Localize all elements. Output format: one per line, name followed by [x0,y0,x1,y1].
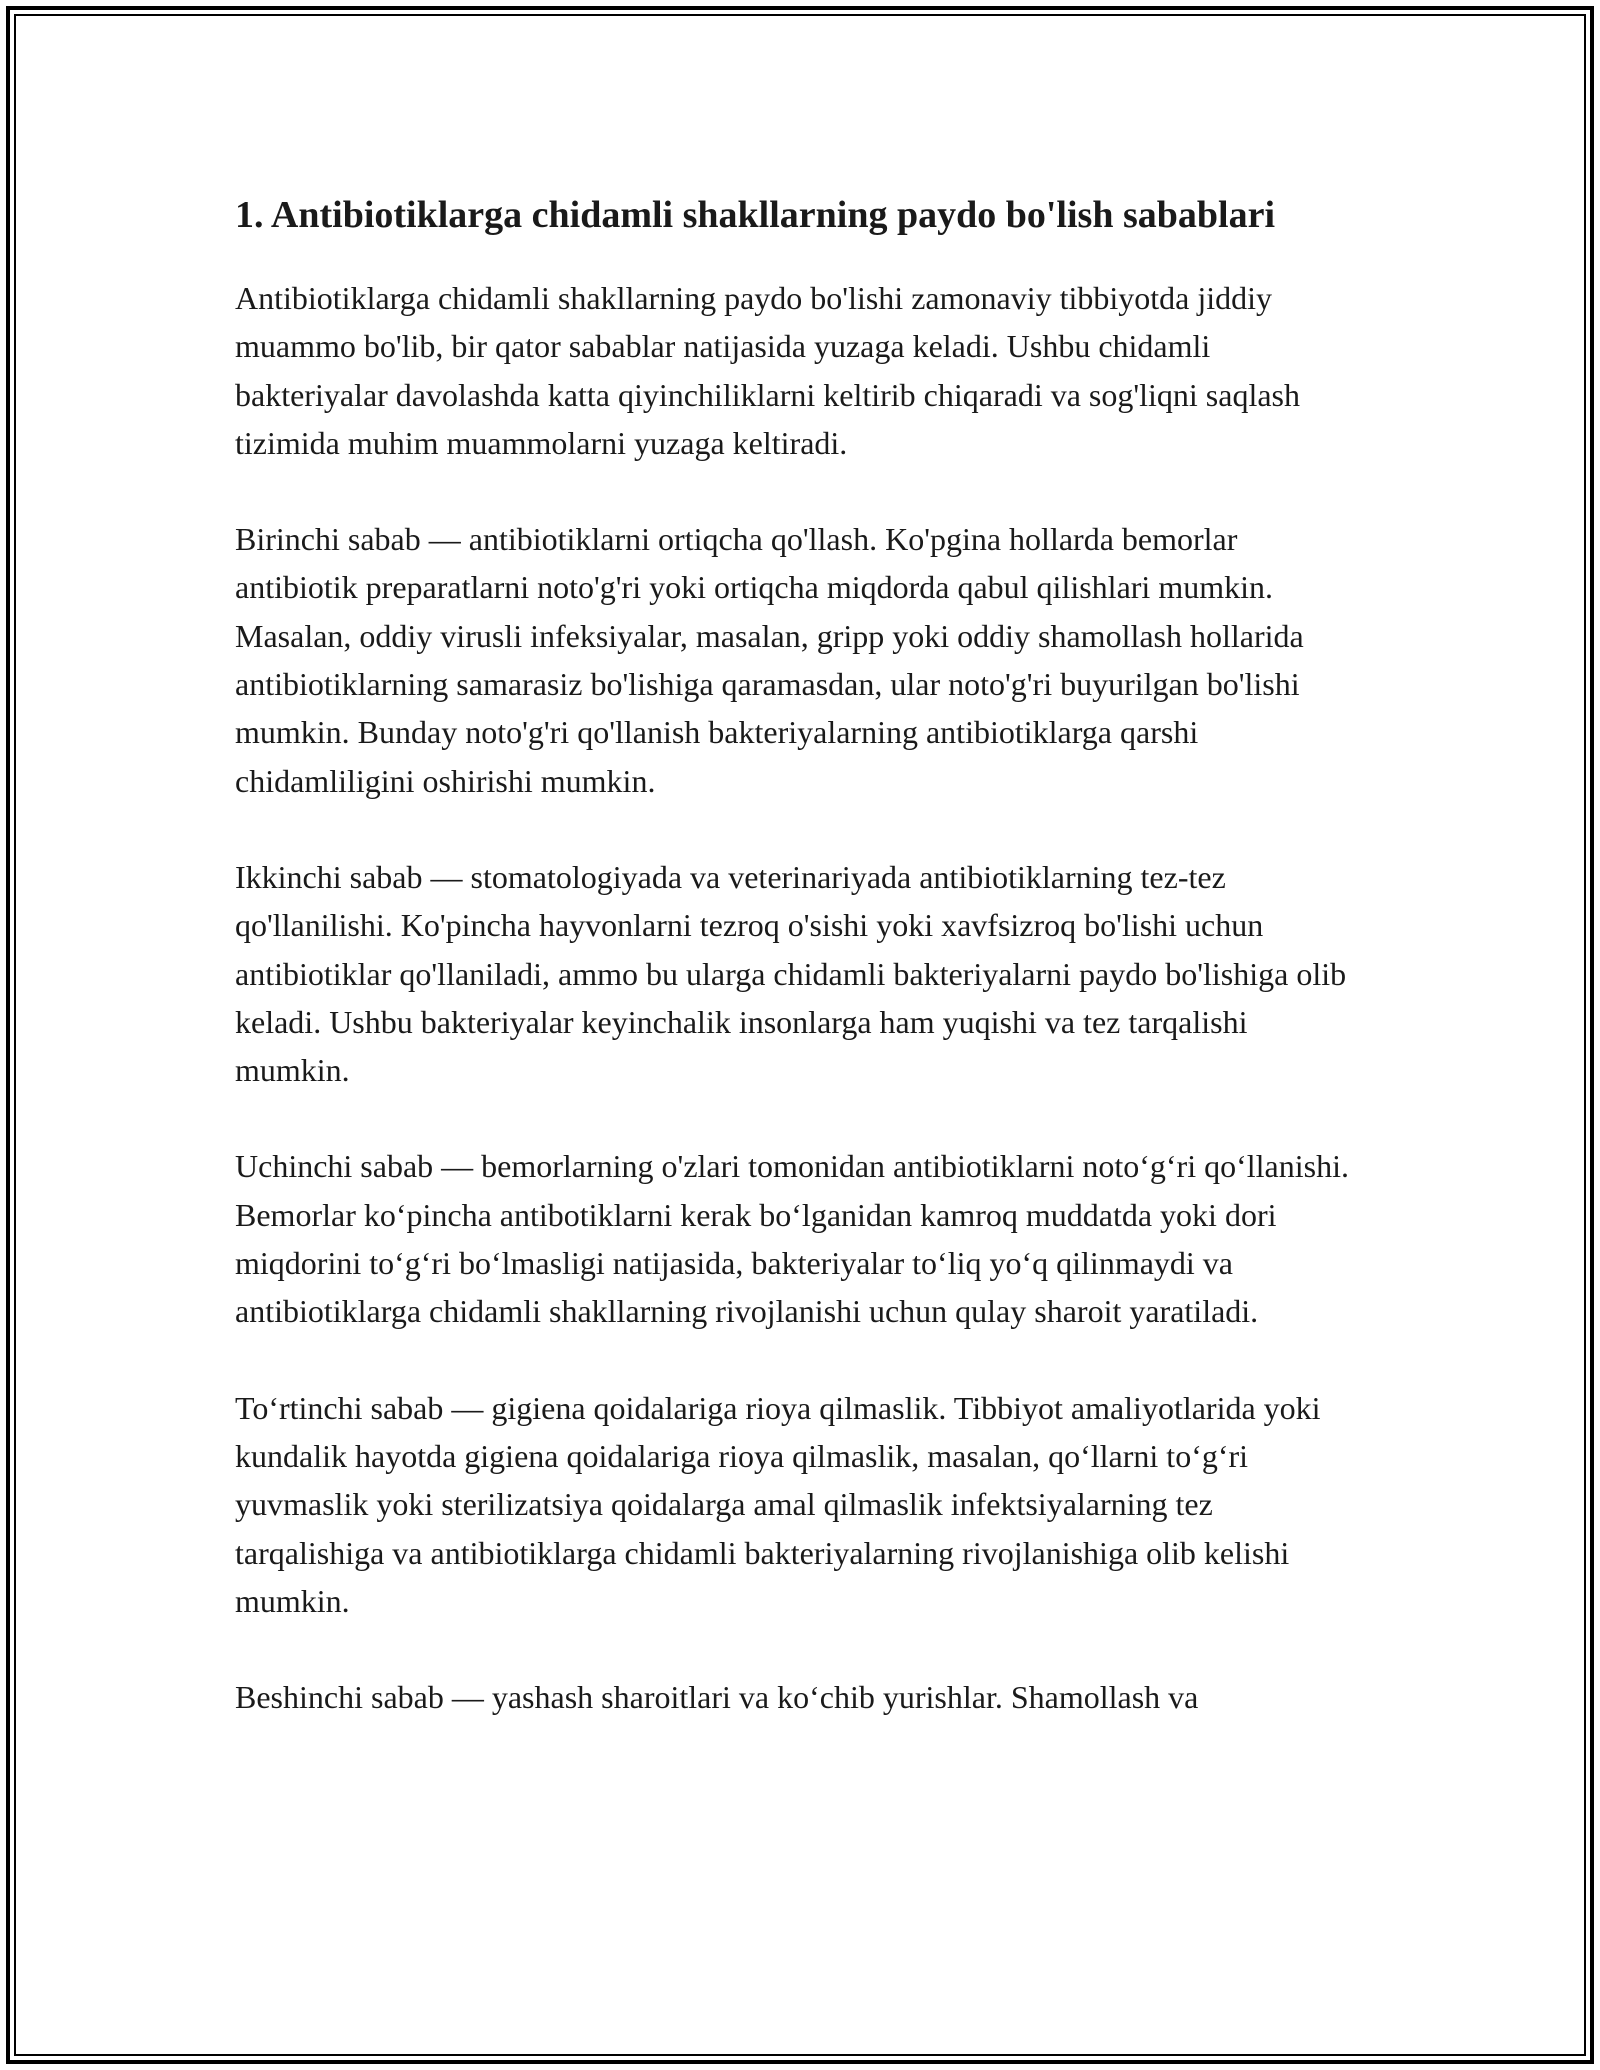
paragraph-fourth-reason: To‘rtinchi sabab — gigiena qoidalariga rioya qilmaslik. Tibbiyot amaliyotlarida yoki kundalik hayotda gigiena qoidalariga rioya qilmaslik, masalan, qo‘llarni to‘g‘ri yuvmaslik yoki sterilizatsiya qoidalarga amal qilmaslik infektsiyalarning tez tarqalishiga va antibiotiklarga chidamli bakteriyalarning rivojlanishiga olib kelishi mumkin. [235,1389,1321,1619]
paragraph-third-reason: Uchinchi sabab — bemorlarning o'zlari tomonidan antibiotiklarni noto‘g‘ri qo‘llanishi. Bemorlar ko‘pincha antibotiklarni kerak bo‘lganidan kamroq muddatda yoki dori miqdorini to‘g‘ri bo‘lmasligi natijasida, bakteriyalar to‘liq yo‘q qilinmaydi va antibiotiklarga chidamli shakllarning rivojlanishi uchun qulay sharoit yaratiladi. [235,1148,1349,1330]
paragraph-second-reason: Ikkinchi sabab — stomatologiyada va veterinariyada antibiotiklarning tez-tez qo'llanilishi. Ko'pincha hayvonlarni tezroq o'sishi yoki xavfsizroq bo'lishi uchun antibiotiklar qo'llaniladi, ammo bu ularga chidamli bakteriyalarni paydo bo'lishiga olib keladi. Ushbu bakteriyalar keyinchalik insonlarga ham yuqishi va tez tarqalishi mumkin. [235,858,1347,1089]
paragraph-first-reason: Birinchi sabab — antibiotiklarni ortiqcha qo'llash. Ko'pgina hollarda bemorlar antibiotik preparatlarni noto'g'ri yoki ortiqcha miqdorda qabul qilishlari mumkin. Masalan, oddiy virusli infeksiyalar, masalan, gripp yoki oddiy shamollash hollarida antibiotiklarning samarasiz bo'lishiga qaramasdan, ular noto'g'ri buyurilgan bo'lishi mumkin. Bunday noto'g'ri qo'llanish bakteriyalarning antibiotiklarga qarshi chidamliligini oshirishi mumkin. [235,521,1304,799]
section-heading: 1. Antibiotiklarga chidamli shakllarning paydo bo'lish sabablari [235,194,1276,236]
paragraph-intro: Antibiotiklarga chidamli shakllarning paydo bo'lishi zamonaviy tibbiyotda jiddiy muammo bo'lib, bir qator sabablar natijasida yuzaga keladi. Ushbu chidamli bakteriyalar davolashda katta qiyinchiliklarni keltirib chiqaradi va sog'liqni saqlash tizimida muhim muammolarni yuzaga keltiradi. [235,280,1300,461]
document-body [235,188,1365,1769]
paragraph-fifth-reason: Beshinchi sabab — yashash sharoitlari va ko‘chib yurishlar. Shamollash va [235,1679,1199,1716]
